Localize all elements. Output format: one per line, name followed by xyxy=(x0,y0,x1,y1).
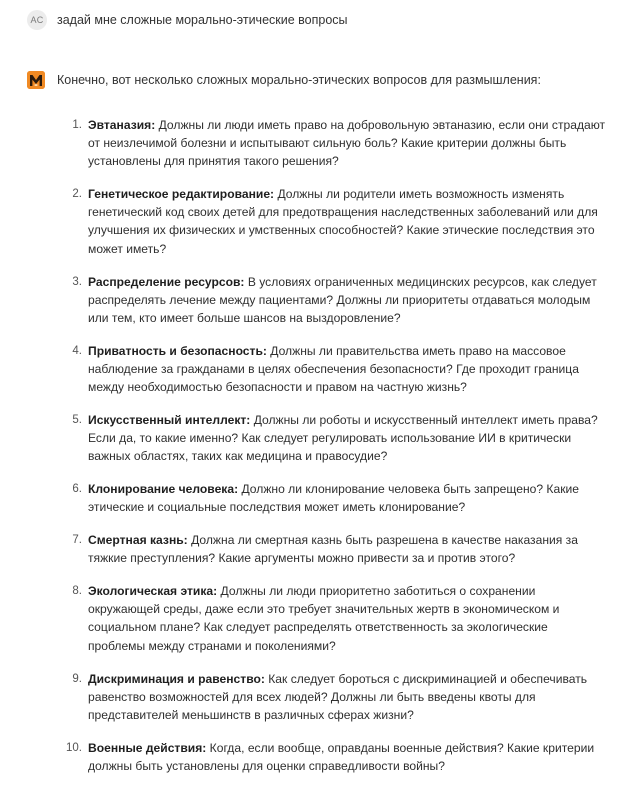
question-text: Должны ли родители иметь возможность изменять генетический код своих детей для предотвращения наследственных заболеваний или для улучшения их физических и умственных способностей? Какие этические последствия это может иметь? xyxy=(88,187,598,256)
question-number: 9. xyxy=(72,673,82,685)
question-term: Дискриминация и равенство: xyxy=(88,672,265,686)
question-number: 8. xyxy=(72,585,82,597)
question-item xyxy=(62,411,608,466)
question-number: 1. xyxy=(72,119,82,131)
question-term: Эвтаназия: xyxy=(88,118,156,132)
question-item xyxy=(62,670,608,725)
question-text: В условиях ограниченных медицинских ресурсов, как следует распределять лечение между пациентами? Должны ли приоритеты отдаваться молодым или тем, кто имеет больше шансов на выздоровление? xyxy=(88,275,597,326)
question-term: Генетическое редактирование: xyxy=(88,187,275,201)
question-number: 2. xyxy=(72,188,82,200)
question-item xyxy=(62,739,608,775)
m-logo-icon xyxy=(27,71,45,89)
question-item xyxy=(62,531,608,567)
question-number: 6. xyxy=(72,483,82,495)
user-avatar: AC xyxy=(27,10,47,30)
question-term: Смертная казнь: xyxy=(88,533,188,547)
question-item xyxy=(62,185,608,258)
question-number: 7. xyxy=(72,534,82,546)
question-term: Клонирование человека: xyxy=(88,482,239,496)
question-term: Экологическая этика: xyxy=(88,584,218,598)
question-text: Должно ли клонирование человека быть запрещено? Какие этические и социальные последствия может иметь клонирование? xyxy=(88,482,579,515)
question-number: 4. xyxy=(72,345,82,357)
question-number: 3. xyxy=(72,276,82,288)
question-text: Как следует бороться с дискриминацией и обеспечивать равенство возможностей для всех людей? Должны ли быть введены квоты для представителей меньшинств в различных сферах жизни? xyxy=(88,672,588,723)
assistant-intro-row xyxy=(27,71,541,89)
user-message-row xyxy=(27,10,348,30)
question-text: Должны ли люди иметь право на добровольную эвтаназию, если они страдают от неизлечимой болезни и испытывают сильную боль? Какие критерии должны быть установлены для принятия такого решения? xyxy=(88,118,606,169)
question-term: Приватность и безопасность: xyxy=(88,344,267,358)
question-text: Должны ли люди приоритетно заботиться о сохранении окружающей среды, даже если это требует значительных жертв в экономическом и социальном плане? Как следует распределять ответственность за экологические проблемы между странами и поколениями? xyxy=(88,584,560,653)
question-item xyxy=(62,582,608,655)
question-item xyxy=(62,342,608,397)
question-number: 10. xyxy=(66,742,82,754)
question-item xyxy=(62,273,608,328)
question-text: Должна ли смертная казнь быть разрешена в качестве наказания за тяжкие преступления? Какие аргументы можно привести за и против этого? xyxy=(88,533,578,566)
question-text: Должны ли роботы и искусственный интеллект иметь права? Если да, то какие именно? Как следует регулировать использование ИИ в критически важных областях, таких как медицина и правосудие? xyxy=(88,413,598,464)
question-text: Должны ли правительства иметь право на массовое наблюдение за гражданами в целях обеспечения безопасности? Где проходит граница между необходимостью безопасности и правом на частную жизнь? xyxy=(88,344,579,395)
question-text: Когда, если вообще, оправданы военные действия? Какие критерии должны быть установлены для оценки справедливости войны? xyxy=(88,741,595,774)
user-message-text: задай мне сложные морально-этические вопросы xyxy=(57,13,348,27)
question-term: Военные действия: xyxy=(88,741,207,755)
question-term: Распределение ресурсов: xyxy=(88,275,245,289)
question-number: 5. xyxy=(72,414,82,426)
question-item xyxy=(62,116,608,171)
assistant-intro-text: Конечно, вот несколько сложных морально-этических вопросов для размышления: xyxy=(57,73,541,87)
question-item xyxy=(62,480,608,516)
question-term: Искусственный интеллект: xyxy=(88,413,251,427)
